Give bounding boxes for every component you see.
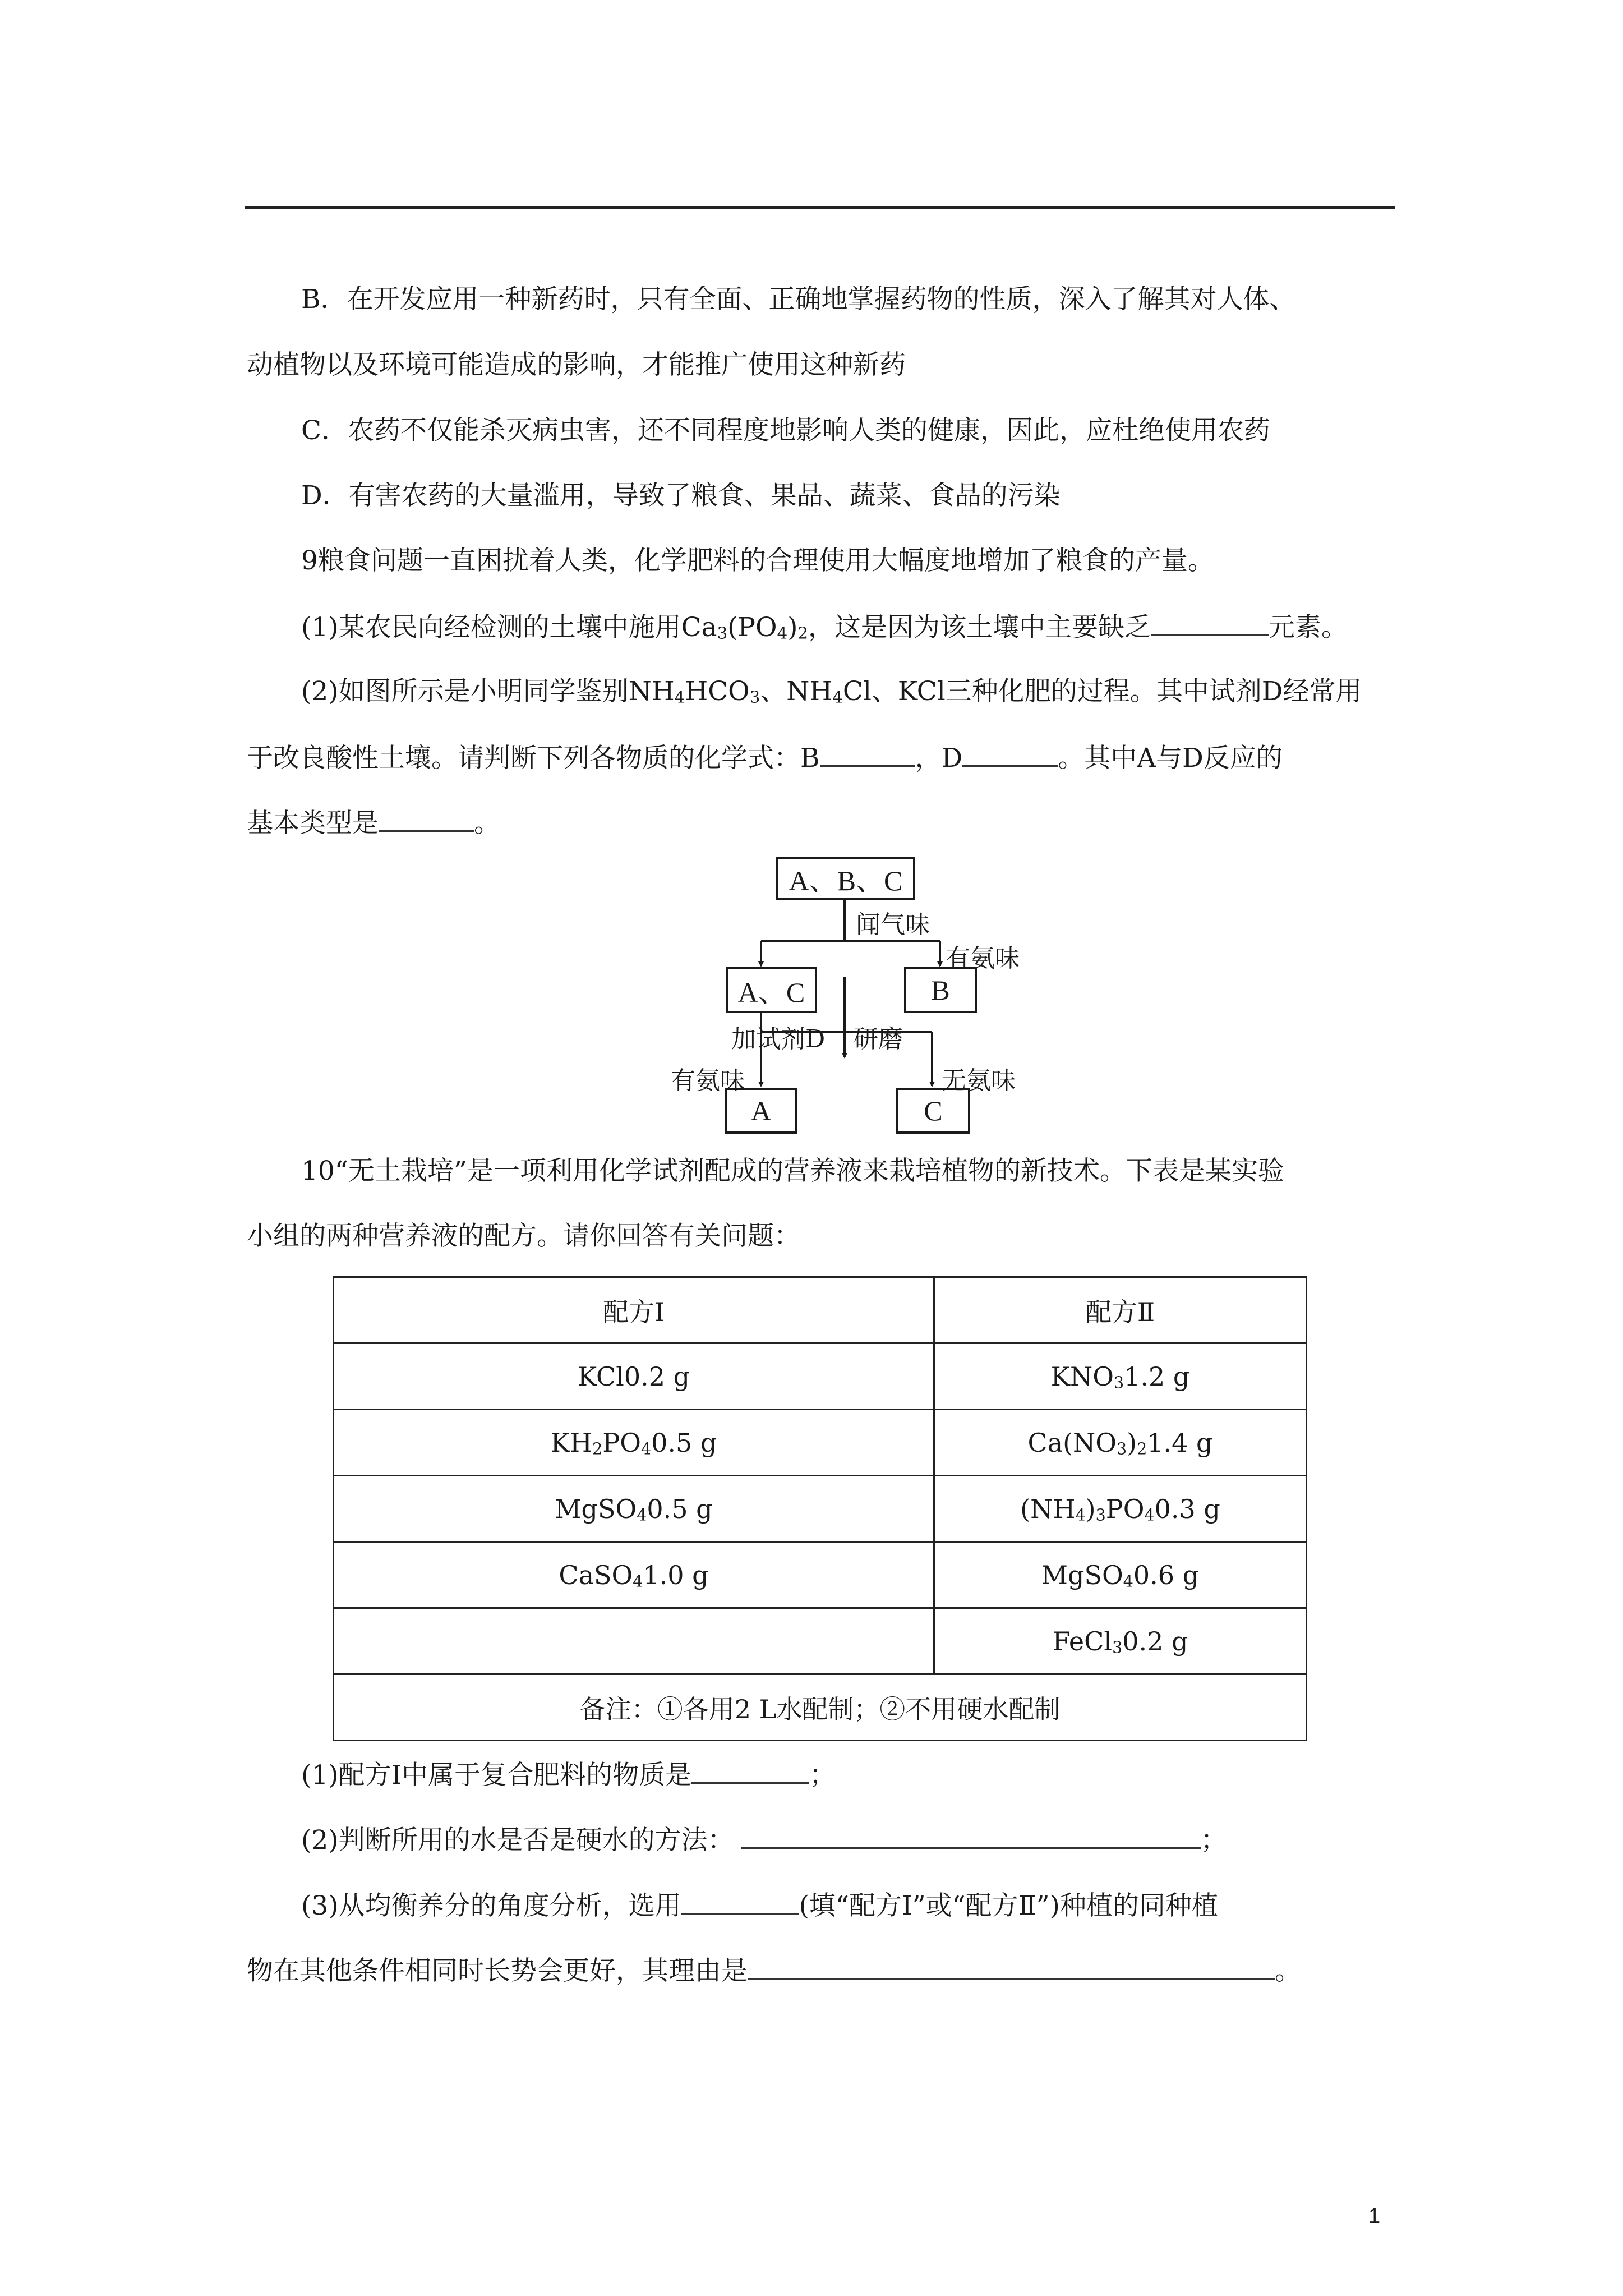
- label-add-reagent-d: 加试剂D: [731, 1025, 826, 1053]
- table-cell: MgSO$_4$0.5 g: [334, 1476, 934, 1542]
- header-rule: [245, 206, 1395, 209]
- subquestion-2: (2)判断所用的水是否是硬水的方法： ；: [301, 1823, 1227, 1857]
- answer-blank[interactable]: [379, 806, 474, 832]
- table-cell-empty: [334, 1608, 934, 1674]
- table-header-row: [334, 1277, 1307, 1343]
- table-cell: CaSO$_4$1.0 g: [334, 1542, 934, 1608]
- box-ac: A、C: [726, 967, 817, 1013]
- answer-blank[interactable]: [820, 740, 915, 767]
- table-note: 备注：①各用2 L水配制；②不用硬水配制: [334, 1674, 1307, 1741]
- box-abc: A、B、C: [776, 857, 915, 900]
- answer-blank[interactable]: [681, 1888, 799, 1915]
- table-row: [334, 1410, 1307, 1476]
- subquestion-1: (1)配方Ⅰ中属于复合肥料的物质是 ；: [301, 1757, 836, 1792]
- table-cell: $KH_2PO_40.5$ g: [334, 1410, 934, 1476]
- box-b: B: [904, 967, 977, 1013]
- table-row: [334, 1343, 1307, 1410]
- table-cell: MgSO$_4$0.6 g: [934, 1542, 1307, 1608]
- label-ammonia-smell: 有氨味: [946, 944, 1020, 973]
- nutrient-formula-table: [333, 1276, 1307, 1741]
- subquestion-3-line2: 物在其他条件相同时长势会更好，其理由是 。: [247, 1953, 1301, 1988]
- question-9-stem: 9粮食问题一直困扰着人类，化学肥料的合理使用大幅度地增加了粮食的产量。: [301, 545, 1214, 576]
- page-number: 1: [1368, 2205, 1381, 2228]
- question-9-part2-line3: 基本类型是 。: [247, 806, 500, 840]
- answer-blank[interactable]: [748, 1953, 1275, 1980]
- box-a: A: [725, 1088, 797, 1134]
- option-b-line2: 动植物以及环境可能造成的影响，才能推广使用这种新药: [247, 349, 906, 380]
- table-note-row: [334, 1674, 1307, 1741]
- answer-blank[interactable]: [962, 740, 1058, 767]
- label-ammonia-smell-2: 有氨味: [671, 1066, 745, 1095]
- answer-blank[interactable]: [1151, 610, 1269, 636]
- question-10-stem-line1: 10“无土栽培”是一项利用化学试剂配成的营养液来栽培植物的新技术。下表是某实验: [301, 1156, 1284, 1186]
- header-formula-2: 配方Ⅱ: [934, 1277, 1307, 1343]
- question-9-part2-line1: (2)如图所示是小明同学鉴别$NH_4HCO_3$、$NH_4Cl$、KCl三种化肥的过程。其中试剂D经常用: [301, 676, 1362, 707]
- table-row: [334, 1608, 1307, 1674]
- table-cell: FeCl$_3$0.2 g: [934, 1608, 1307, 1674]
- table-cell: KCl0.2 g: [334, 1343, 934, 1410]
- question-10-stem-line2: 小组的两种营养液的配方。请你回答有关问题：: [247, 1221, 800, 1251]
- label-no-ammonia-smell: 无氨味: [942, 1066, 1016, 1095]
- answer-blank[interactable]: [741, 1823, 1201, 1849]
- label-smell: 闻气味: [856, 910, 930, 939]
- subquestion-3-line1: (3)从均衡养分的角度分析，选用 (填“配方Ⅰ”或“配方Ⅱ”)种植的同种植: [301, 1888, 1218, 1923]
- answer-blank[interactable]: [691, 1757, 809, 1784]
- label-grind: 研磨: [854, 1025, 903, 1053]
- question-9-part1: (1)某农民向经检测的土壤中施用$Ca_3(PO_4)_2$，这是因为该土壤中主要缺乏 元素。: [301, 610, 1348, 645]
- option-b-line1: B．在开发应用一种新药时，只有全面、正确地掌握药物的性质，深入了解其对人体、: [301, 284, 1296, 315]
- option-c: C．农药不仅能杀灭病虫害，还不同程度地影响人类的健康，因此，应杜绝使用农药: [301, 415, 1270, 446]
- table-cell: $Ca(NO_3)_21.4$ g: [934, 1410, 1307, 1476]
- table-cell: $(NH_4)_3PO_40.3$ g: [934, 1476, 1307, 1542]
- question-9-part2-line2: 于改良酸性土壤。请判断下列各物质的化学式：B ，D 。其中A与D反应的: [247, 740, 1283, 775]
- option-d: D．有害农药的大量滥用，导致了粮食、果品、蔬菜、食品的污染: [301, 480, 1061, 511]
- table-row: [334, 1476, 1307, 1542]
- table-cell: $KNO_31.2$ g: [934, 1343, 1307, 1410]
- header-formula-1: 配方Ⅰ: [334, 1277, 934, 1343]
- table-row: [334, 1542, 1307, 1608]
- box-c: C: [896, 1088, 970, 1134]
